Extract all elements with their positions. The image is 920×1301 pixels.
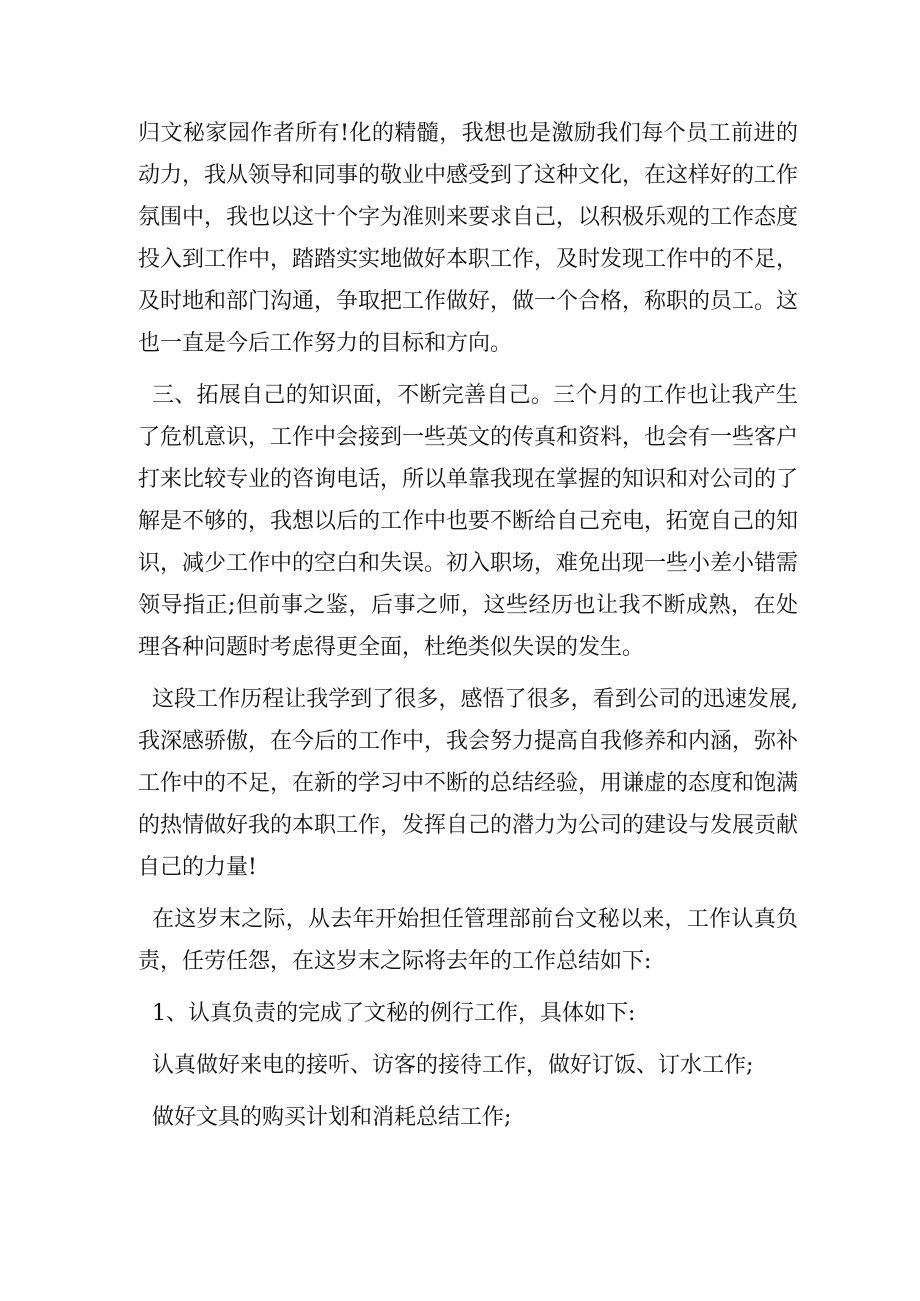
paragraph-section-three: 三、拓展自己的知识面，不断完善自己。三个月的工作也让我产生了危机意识，工作中会接到一些英文的传真和资料，也会有一些客户打来比较专业的咨询电话，所以单靠我现在掌握的知识和对公司的了解是不够的，我想以后的工作中也要不断给自己充电，拓宽自己的知识，减少工作中的空白和失误。初入职场，难免出现一些小差小错需领导指正;但前事之鉴，后事之师，这些经历也让我不断成熟，在处理各种问题时考虑得更全面，杜绝类似失误的发生。	[138, 383, 799, 660]
document-body	[138, 113, 798, 1149]
list-item-stationery: 做好文具的购买计划和消耗总结工作;	[152, 1105, 512, 1130]
paragraph-year-end-summary: 在这岁末之际，从去年开始担任管理部前台文秘以来，工作认真负责，任劳任怨，在这岁末之际将去年的工作总结如下:	[138, 907, 798, 974]
paragraph-company-culture: 归文秘家园作者所有!化的精髓，我想也是激励我们每个员工前进的动力，我从领导和同事的敬业中感受到了这种文化，在这样好的工作氛围中，我也以这十个字为准则来要求自己，以积极乐观的工作态度投入到工作中，踏踏实实地做好本职工作，及时发现工作中的不足，及时地和部门沟通，争取把工作做好，做一个合格，称职的员工。这也一直是今后工作努力的目标和方向。	[138, 121, 799, 356]
list-item-phone-reception: 认真做好来电的接听、访客的接待工作，做好订饭、订水工作;	[152, 1053, 754, 1078]
paragraph-work-experience: 这段工作历程让我学到了很多，感悟了很多，看到公司的迅速发展,我深感骄傲，在今后的工作中，我会努力提高自我修养和内涵，弥补工作中的不足，在新的学习中不断的总结经验，用谦虚的态度和饱满的热情做好我的本职工作，发挥自己的潜力为公司的建设与发展贡献自己的力量!	[138, 687, 799, 880]
list-item-routine-work: 1、认真负责的完成了文秘的例行工作，具体如下:	[152, 1001, 636, 1026]
